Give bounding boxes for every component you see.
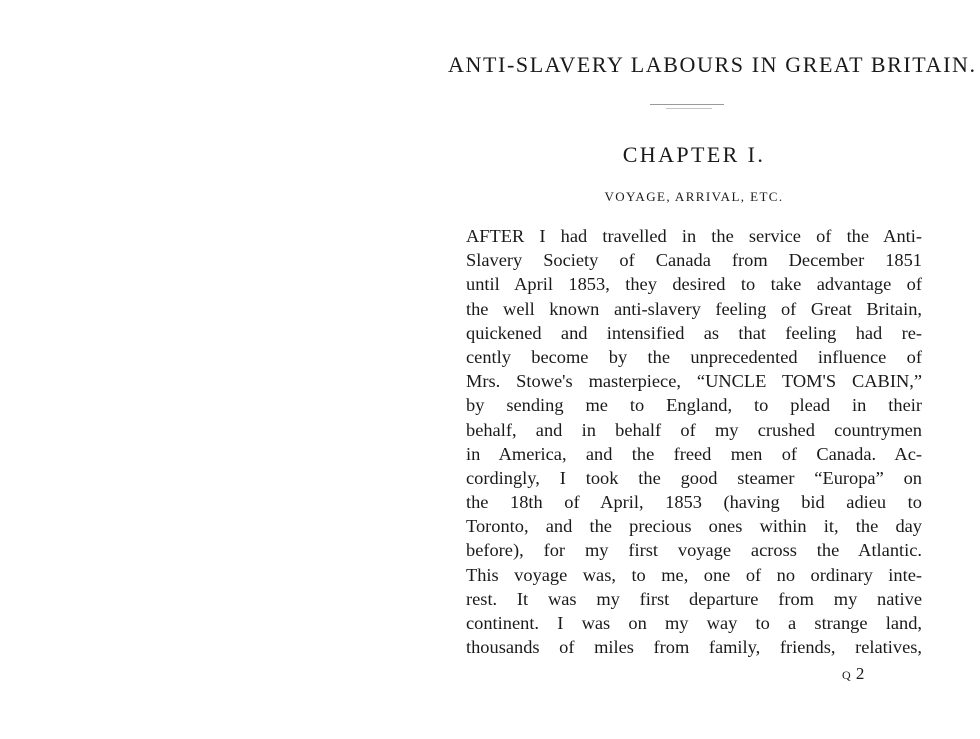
body-line: Slavery Society of Canada from December 1851 bbox=[466, 250, 922, 271]
body-line: Toronto, and the precious ones within it, the day bbox=[466, 516, 922, 537]
body-line: the 18th of April, 1853 (having bid adieu to bbox=[466, 492, 922, 513]
body-line: AFTER I had travelled in the service of the Anti- bbox=[466, 226, 922, 246]
running-head: ANTI-SLAVERY LABOURS IN GREAT BRITAIN. bbox=[448, 52, 977, 77]
body-line: cordingly, I took the good steamer “Europa” on bbox=[466, 467, 922, 488]
body-line: in America, and the freed men of Canada. Ac- bbox=[466, 443, 922, 464]
body-line: thousands of miles from family, friends, relatives, bbox=[466, 637, 922, 658]
body-line: behalf, and in behalf of my crushed countrymen bbox=[466, 419, 922, 440]
body-line: before), for my first voyage across the Atlantic. bbox=[466, 540, 922, 561]
body-line: quickened and intensified as that feeling had re- bbox=[466, 322, 922, 343]
ornamental-rule bbox=[650, 104, 724, 105]
body-line: continent. I was on my way to a strange land, bbox=[466, 613, 922, 633]
body-line: This voyage was, to me, one of no ordinary inte- bbox=[466, 564, 922, 585]
body-line: until April 1853, they desired to take advantage of bbox=[466, 274, 922, 295]
body-line: by sending me to England, to plead in their bbox=[466, 395, 922, 416]
body-line: the well known anti-slavery feeling of Great Britain, bbox=[466, 298, 922, 319]
signature-number: 2 bbox=[855, 664, 865, 683]
chapter-subtitle: VOYAGE, ARRIVAL, ETC. bbox=[604, 189, 784, 204]
body-text bbox=[466, 224, 922, 659]
body-line: cently become by the unprecedented influence of bbox=[466, 346, 922, 367]
body-line: rest. It was my first departure from my native bbox=[466, 588, 922, 609]
ornamental-rule-secondary bbox=[666, 108, 712, 109]
printer-signature-mark bbox=[842, 664, 882, 684]
chapter-title: CHAPTER I. bbox=[622, 142, 766, 167]
body-line: Mrs. Stowe's masterpiece, “UNCLE TOM'S CABIN,” bbox=[466, 371, 922, 392]
signature-letter: Q bbox=[842, 668, 852, 682]
